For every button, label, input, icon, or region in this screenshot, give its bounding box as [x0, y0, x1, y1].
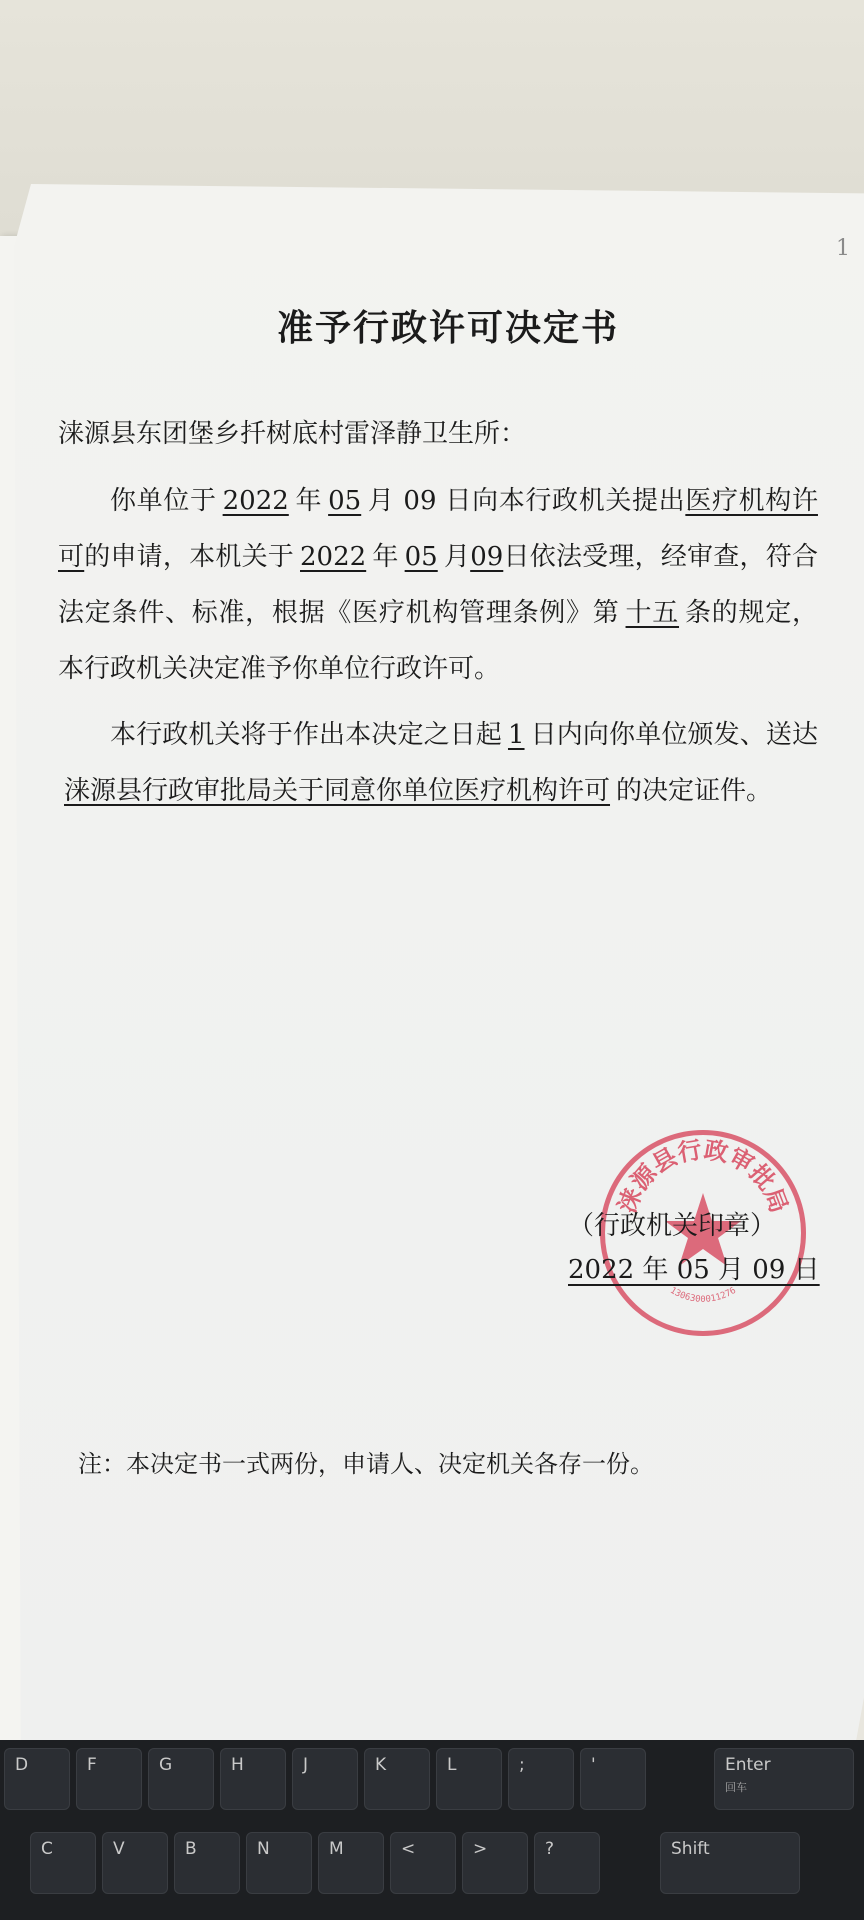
text: 本行政机关将于作出本决定之日起: [110, 720, 502, 750]
application-month: 05: [328, 486, 362, 516]
key-n: N: [246, 1832, 312, 1894]
text: 条的规定，本行政机关决定准予你单位行政许可。: [58, 598, 818, 684]
key-enter: Enter 回车: [714, 1748, 854, 1810]
key-d: D: [4, 1748, 70, 1810]
text: 日依法受理，经审查，符合法定条件、标准，根据《医疗机构管理条例》第: [58, 542, 818, 628]
key-g: G: [148, 1748, 214, 1810]
delivery-paragraph: [58, 707, 818, 819]
key-k: K: [364, 1748, 430, 1810]
key-h: H: [220, 1748, 286, 1810]
text: 月: [443, 542, 471, 572]
acceptance-day: 09: [470, 542, 504, 572]
decision-date: 2022 年 05 月 09 日: [568, 1255, 820, 1285]
permit-item: 医疗机构许可: [58, 486, 818, 572]
text: 你单位于: [110, 486, 217, 516]
seal-text: 涞源县行政审批局: [612, 1135, 794, 1217]
key-shift: Shift: [660, 1832, 800, 1894]
text: 年: [372, 542, 399, 572]
recipient: 涞源县东团堡乡扦树底村雷泽静卫生所：: [58, 419, 527, 449]
application-year: 2022: [222, 486, 289, 516]
key-semicolon: ;: [508, 1748, 574, 1810]
key-b: B: [174, 1832, 240, 1894]
key-slash: ?: [534, 1832, 600, 1894]
key-l: L: [436, 1748, 502, 1810]
key-period: >: [462, 1832, 528, 1894]
acceptance-month: 05: [404, 542, 438, 572]
seal-label: （行政机关印章）: [568, 1211, 777, 1241]
signature-block: [508, 1206, 838, 1294]
key-comma: <: [390, 1832, 456, 1894]
corner-mark: 1: [836, 236, 850, 261]
document-body: [58, 300, 818, 819]
decision-paragraph: [58, 473, 818, 697]
document-title: 准予行政许可决定书: [276, 308, 619, 349]
delivery-days: 1: [507, 720, 525, 750]
text: 的申请，本机关于: [84, 542, 295, 572]
key-m: M: [318, 1832, 384, 1894]
key-v: V: [102, 1832, 168, 1894]
article-number: 十五: [625, 598, 680, 628]
key-quote: ': [580, 1748, 646, 1810]
key-c: C: [30, 1832, 96, 1894]
key-f: F: [76, 1748, 142, 1810]
text: 日内向你单位颁发、送达: [530, 720, 818, 750]
acceptance-year: 2022: [300, 542, 367, 572]
key-j: J: [292, 1748, 358, 1810]
certificate-name: 涞源县行政审批局关于同意你单位医疗机构许可: [64, 776, 611, 806]
text: 月 09 日向本行政机关提出: [367, 486, 686, 516]
keyboard-background: [0, 1740, 864, 1920]
text: 的决定证件。: [616, 776, 773, 806]
text: 年: [294, 486, 323, 516]
seal-code: 1306300011276: [668, 1285, 738, 1305]
footnote: 注：本决定书一式两份，申请人、决定机关各存一份。: [78, 1450, 654, 1478]
